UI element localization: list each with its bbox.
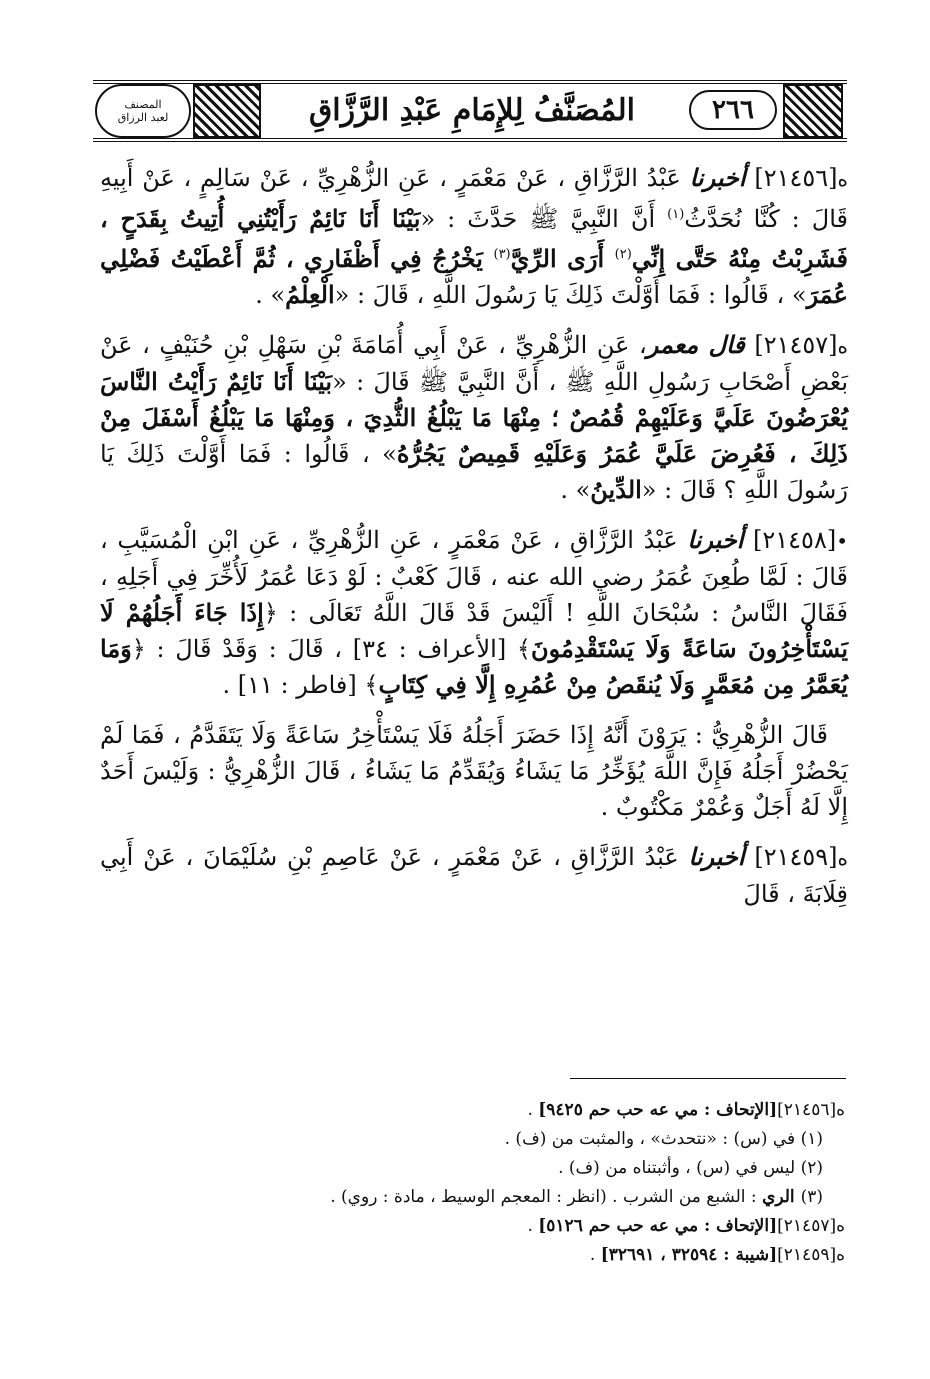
footnote-ref-1: (١) bbox=[667, 207, 685, 222]
footnote-text: (١) في (س) : «نتحدث» ، والمثبت من (ف) . bbox=[504, 1129, 823, 1149]
hadith-text: عَبْدُ الرَّزَّاقِ ، عَنْ مَعْمَرٍ ، عَنِ الزُّهْرِيِّ ، عَنْ سَالِمٍ ، عَنْ أَبِيهِ قَالَ : كُنَّا نُحَدَّثُ bbox=[100, 164, 848, 233]
footnote-ref-2: (٢) bbox=[614, 247, 632, 262]
seal-line1: المصنف bbox=[124, 98, 162, 111]
footnote-prefix: ه[٢١٤٥٦] bbox=[777, 1100, 845, 1120]
hadith-21459 bbox=[100, 839, 848, 912]
footnotes bbox=[100, 1096, 845, 1270]
footnote-item bbox=[100, 1154, 845, 1183]
footnote-bold: [الإتحاف : مي عه حب حم ٥١٢٦] bbox=[538, 1216, 778, 1236]
footnote-ref-3: (٣) bbox=[493, 247, 511, 262]
hadith-lead: قال معمر bbox=[646, 330, 745, 359]
footnote-bold: [شيبة : ٣٢٥٩٤ ، ٣٢٦٩١] bbox=[600, 1245, 778, 1265]
footnote-text: . bbox=[527, 1100, 539, 1120]
hadith-quote: أَرَى الرِّيَّ bbox=[510, 244, 615, 273]
hadith-quote: الْعِلْمُ bbox=[285, 280, 335, 309]
page-header bbox=[93, 80, 847, 142]
footnote-text: (٢) ليس في (س) ، وأثبتناه من (ف) . bbox=[558, 1158, 823, 1178]
quran-quote: إِذَا جَاءَ أَجَلُهُمْ لَا يَسْتَأْخِرُونَ سَاعَةً وَلَا يَسْتَقْدِمُونَ bbox=[100, 598, 848, 663]
hadith-lead: أخبرنا bbox=[689, 163, 746, 192]
hadith-marker: ه bbox=[837, 167, 848, 191]
hadith-number: [٢١٤٥٧] bbox=[754, 331, 838, 359]
hadith-text: » ، قَالُوا : فَمَا أَوَّلْتَ ذَلِكَ يَا رَسُولَ اللَّهِ ، قَالَ : « bbox=[334, 281, 807, 309]
footnote-item bbox=[100, 1241, 845, 1270]
hadith-text: ، عَنِ الزُّهْرِيِّ ، عَنْ أَبِي أُمَامَةَ بْنِ سَهْلِ بْنِ حُنَيْفٍ ، عَنْ بَعْضِ أَصْحَابِ رَسُولِ اللَّهِ ﷺ ، أَنَّ النَّبِيَّ ﷺ قَالَ : « bbox=[100, 331, 848, 396]
hadith-text: » ، قَالُوا : فَمَا أَوَّلْتَ ذَلِكَ يَا رَسُولَ اللَّهِ ؟ قَالَ : « bbox=[100, 440, 848, 504]
hadith-quote: يَخْرُجُ فِي أَظْفَارِي ، ثُمَّ أَعْطَيْتُ فَضْلِي عُمَرَ bbox=[100, 244, 848, 309]
hadith-text: عَبْدُ الرَّزَّاقِ ، عَنْ مَعْمَرٍ ، عَنِ الزُّهْرِيِّ ، عَنِ ابْنِ الْمُسَيَّبِ ، قَالَ : لَمَّا طُعِنَ عُمَرُ رضي الله عنه ، قَالَ كَعْبٌ : لَوْ دَعَا عُمَرُ لَأُخِّرَ فِي أَجَلِهِ ، فَقَالَ النَّاسُ : سُبْحَانَ اللَّهِ ! أَلَيْسَ قَدْ قَالَ اللَّهُ تَعَالَى : ﴿ bbox=[100, 526, 849, 627]
footnote-item bbox=[100, 1096, 845, 1125]
page-number: ٢٦٦ bbox=[689, 90, 777, 130]
footnote-bold: [الإتحاف : مي عه حب حم ٩٤٢٥] bbox=[538, 1100, 778, 1120]
hadith-quote: بَيْنَا أَنَا نَائِمٌ رَأَيْتُنِي أُتِيتُ بِقَدَحٍ ، فَشَرِبْتُ مِنْهُ حَتَّى إِنِّي bbox=[100, 204, 848, 273]
hadith-lead: أخبرنا bbox=[687, 525, 744, 554]
hadith-marker: ه bbox=[837, 334, 848, 358]
seal-line2: لعبد الرزاق bbox=[117, 111, 169, 124]
hadith-text: » . bbox=[255, 281, 286, 309]
zuhri-commentary: قَالَ الزُّهْرِيُّ : يَرَوْنَ أَنَّهُ إِذَا حَضَرَ أَجَلُهُ فَلَا يَسْتَأْخِرُ سَاعَةً وَلَا يَتَقَدَّمُ ، فَمَا لَمْ يَحْضُرْ أَجَلُهُ فَإِنَّ اللَّهَ يُؤَخِّرُ مَا يَشَاءُ وَيُقَدِّمُ مَا يَشَاءُ ، قَالَ الزُّهْرِيُّ : وَلَيْسَ أَحَدٌ إِلَّا لَهُ أَجَلٌ وَعُمْرٌ مَكْتُوبٌ . bbox=[100, 721, 849, 821]
hadith-number: [٢١٤٥٩] bbox=[754, 843, 838, 871]
footnote-item bbox=[100, 1125, 845, 1154]
footnote-prefix: (٣) bbox=[800, 1187, 823, 1207]
footnote-prefix: ه[٢١٤٥٧] bbox=[777, 1216, 845, 1236]
hadith-text: أَنَّ النَّبِيَّ ﷺ حَدَّثَ : « bbox=[420, 205, 668, 233]
footnote-text: . bbox=[527, 1216, 539, 1236]
hadith-quote: الدِّينُ bbox=[590, 475, 642, 504]
hadith-21458 bbox=[100, 522, 848, 703]
ornament-right bbox=[783, 84, 843, 138]
footnote-prefix: ه[٢١٤٥٩] bbox=[777, 1245, 845, 1265]
book-seal bbox=[95, 84, 191, 138]
hadith-lead: أخبرنا bbox=[688, 842, 745, 871]
hadith-marker: ه bbox=[837, 846, 848, 870]
footnote-text: . bbox=[589, 1245, 601, 1265]
ornament-left bbox=[193, 84, 261, 138]
hadith-text: ﴾ [فاطر : ١١] . bbox=[222, 671, 379, 699]
hadith-marker: • bbox=[836, 529, 848, 553]
hadith-text: عَبْدُ الرَّزَّاقِ ، عَنْ مَعْمَرٍ ، عَنْ عَاصِمِ بْنِ سُلَيْمَانَ ، عَنْ أَبِي قِلَابَةَ ، قَالَ bbox=[100, 843, 848, 908]
hadith-21456 bbox=[100, 160, 848, 313]
footnote-item bbox=[100, 1183, 845, 1212]
hadith-number: [٢١٤٥٨] bbox=[753, 526, 837, 554]
book-title: المُصَنَّفُ لِلإِمَامِ عَبْدِ الرَّزَّاقِ bbox=[263, 86, 681, 134]
hadith-21457 bbox=[100, 327, 848, 508]
quran-quote: وَمَا يُعَمَّرُ مِن مُعَمَّرٍ وَلَا يُنقَصُ مِنْ عُمُرِهِ إِلَّا فِي كِتَابٍ bbox=[100, 634, 848, 699]
footnote-text: : الشبع من الشرب . (انظر : المعجم الوسيط ، مادة : روي) . bbox=[330, 1187, 763, 1207]
footnote-item bbox=[100, 1212, 845, 1241]
hadith-number: [٢١٤٥٦] bbox=[754, 164, 838, 192]
hadith-text: » . bbox=[560, 476, 591, 504]
footnote-divider bbox=[570, 1078, 846, 1079]
hadith-quote: بَيْنَا أَنَا نَائِمٌ رَأَيْتُ النَّاسَ يُعْرَضُونَ عَلَيَّ وَعَلَيْهِمْ قُمُصٌ ؛ مِنْهَا مَا يَبْلُغُ الثُّدِيَ ، وَمِنْهَا مَا يَبْلُغُ أَسْفَلَ مِنْ ذَلِكَ ، فَعُرِضَ عَلَيَّ عُمَرُ وَعَلَيْهِ قَمِيصٌ يَجُرُّهُ bbox=[100, 367, 848, 468]
main-text bbox=[100, 160, 848, 926]
footnote-bold: الري bbox=[762, 1187, 801, 1207]
hadith-text: ﴾ [الأعراف : ٣٤] ، قَالَ : وَقَدْ قَالَ : ﴿ bbox=[131, 635, 531, 663]
